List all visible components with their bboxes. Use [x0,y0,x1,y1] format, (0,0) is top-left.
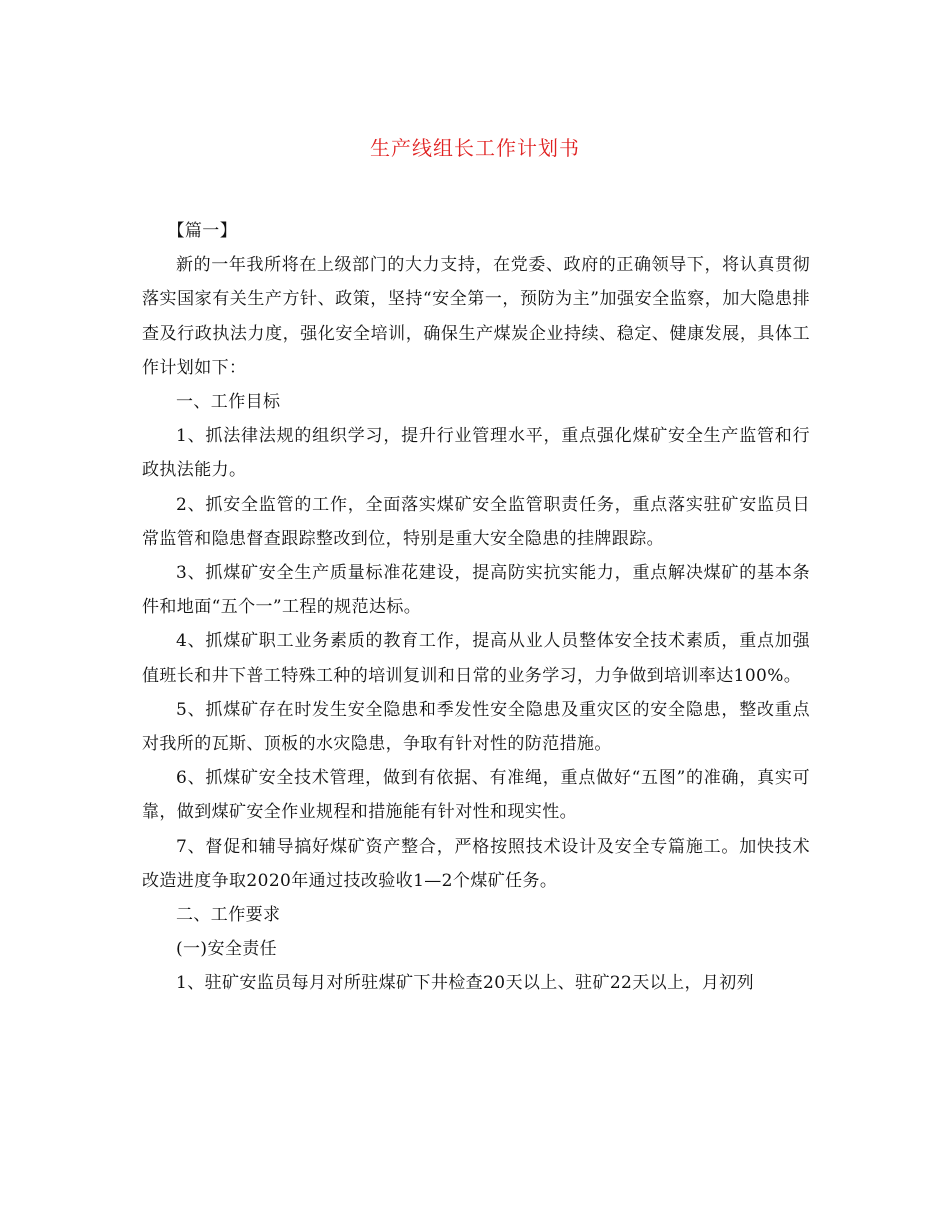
subheading: 二、工作要求 [176,905,281,926]
paragraph: 4、抓煤矿职工业务素质的教育工作，提高从业人员整体安全技术素质，重点加强值班长和井下普工特殊工种的培训复训和日常的业务学习，力争做到培训率达100%。 [142,631,810,686]
paragraph: 5、抓煤矿存在时发生安全隐患和季发性安全隐患及重灾区的安全隐患，整改重点对我所的瓦斯、顶板的水灾隐患，争取有针对性的防范措施。 [142,699,810,755]
section-heading: 【篇一】 [167,221,238,241]
subheading: (一)安全责任 [176,939,278,960]
subheading: 一、工作目标 [176,392,281,413]
paragraph: 7、督促和辅导搞好煤矿资产整合，严格按照技术设计及安全专篇施工。加快技术改造进度争取2020年通过技改验收1—2个煤矿任务。 [142,836,810,891]
paragraph: 1、驻矿安监员每月对所驻煤矿下井检查20天以上、驻矿22天以上，月初列 [176,973,755,994]
document-title: 生产线组长工作计划书 [370,136,580,160]
paragraph: 新的一年我所将在上级部门的大力支持，在党委、政府的正确领导下，将认真贯彻落实国家有关生产方针、政策，坚持“安全第一，预防为主”加强安全监察，加大隐患排查及行政执法力度，强化安全培训，确保生产煤炭企业持续、稳定、健康发展，具体工作计划如下： [142,255,810,378]
paragraph: 6、抓煤矿安全技术管理，做到有依据、有准绳，重点做好“五图”的准确，真实可靠，做到煤矿安全作业规程和措施能有针对性和现实性。 [142,768,810,823]
paragraph: 2、抓安全监管的工作，全面落实煤矿安全监管职责任务，重点落实驻矿安监员日常监管和隐患督查跟踪整改到位，特别是重大安全隐患的挂牌跟踪。 [142,494,810,549]
paragraph: 3、抓煤矿安全生产质量标准花建设，提高防实抗实能力，重点解决煤矿的基本条件和地面“五个一”工程的规范达标。 [142,563,810,618]
paragraph: 1、抓法律法规的组织学习，提升行业管理水平，重点强化煤矿安全生产监管和行政执法能力。 [142,426,810,481]
document-body [142,214,810,1001]
